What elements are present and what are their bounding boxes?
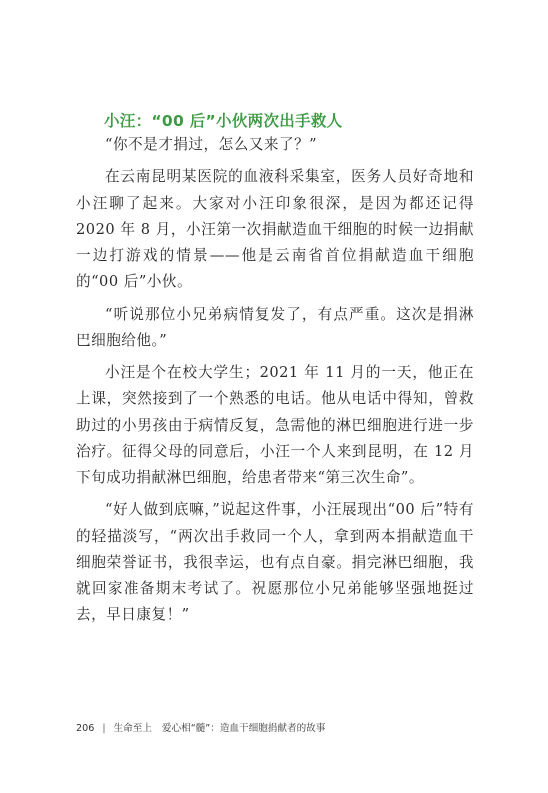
paragraph-1: “你不是才捐过，怎么又来了？”: [105, 136, 318, 153]
paragraph-4: 小汪是个在校大学生；2021 年 11 月的一天，他正在上课，突然接到了一个熟悉的电话。他从电话中得知，曾救助过的小男孩由于病情反复，急需他的淋巴细胞进行进一步治疗。征得父母的同意后，小汪一个人来到昆明，在 12 月下旬成功捐献淋巴细胞，给患者带来“第三次生命”。: [76, 364, 474, 486]
section-heading: 小汪：“00 后”小伙两次出手救人: [104, 112, 343, 130]
paragraph-3: “听说那位小兄弟病情复发了，有点严重。这次是捐淋巴细胞给他。”: [76, 305, 474, 349]
part-title: 生命至上: [113, 723, 152, 734]
page-footer: [76, 720, 325, 734]
book-title: 爱心相“髓”：造血干细胞捐献者的故事: [161, 723, 326, 734]
footer-separator: |: [102, 723, 106, 734]
paragraph-2: 在云南昆明某医院的血液科采集室，医务人员好奇地和小汪聊了起来。大家对小汪印象很深，是因为都还记得 2020 年 8 月，小汪第一次捐献造血干细胞的时候一边捐献一边打游戏的情景——他是云南省首位捐献造血干细胞的“00 后”小伙。: [76, 168, 474, 291]
body-text: [76, 132, 474, 628]
paragraph-5: “好人做到底嘛，”说起这件事，小汪展现出“00 后”特有的轻描淡写，“两次出手救同一个人，拿到两本捐献造血干细胞荣誉证书，我很幸运，也有点自豪。捐完淋巴细胞，我就回家准备期末考试了。祝愿那位小兄弟能够坚强地挺过去，早日康复！”: [76, 501, 474, 624]
page-number: 206: [76, 723, 95, 734]
